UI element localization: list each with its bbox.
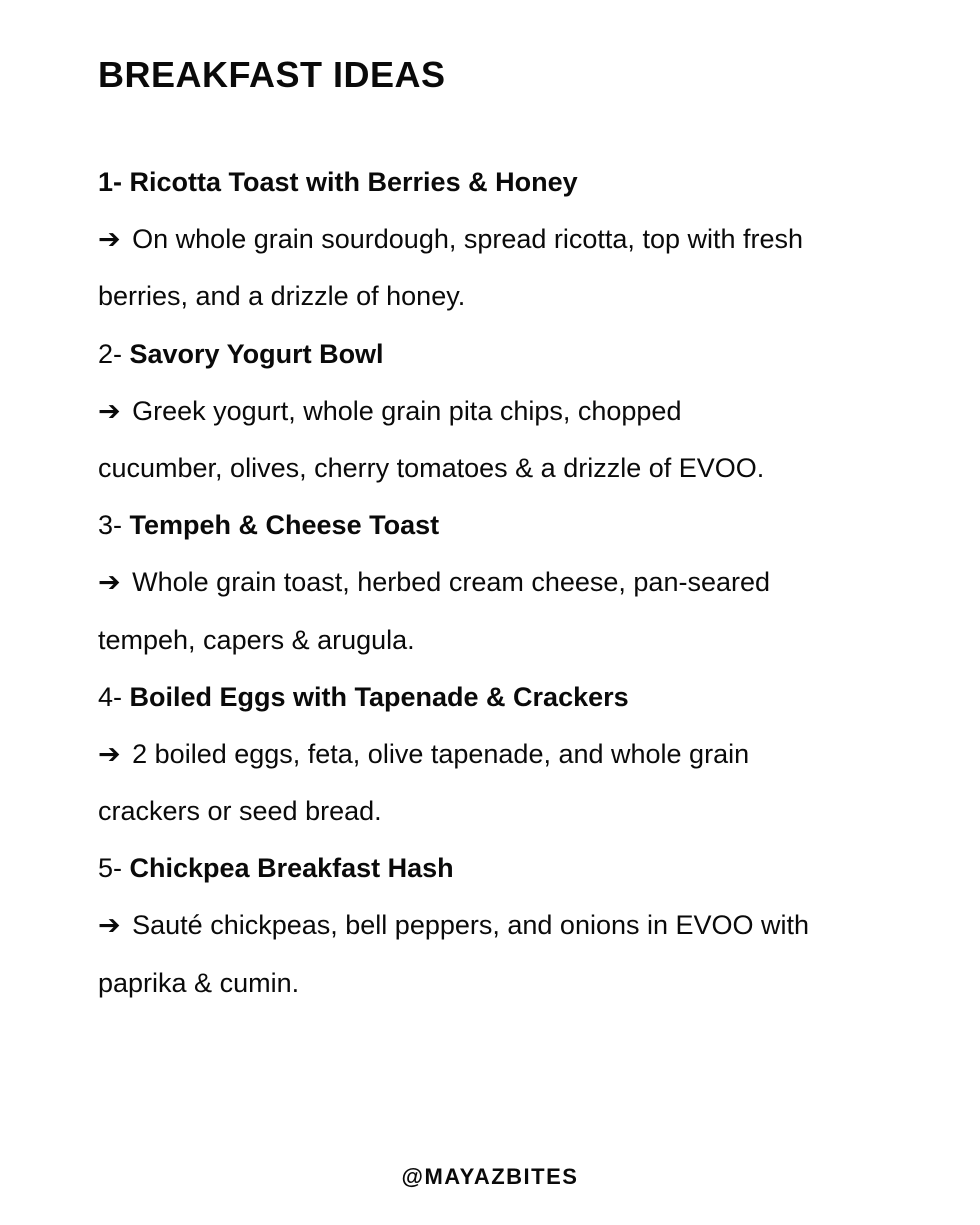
item-heading: [98, 669, 898, 726]
item-desc-line: cucumber, olives, cherry tomatoes & a drizzle of EVOO.: [98, 452, 765, 483]
breakfast-list: [98, 154, 898, 1012]
item-desc-line: [98, 211, 898, 268]
item-heading: [98, 497, 898, 554]
item-desc-text: On whole grain sourdough, spread ricotta, top with fresh: [132, 224, 804, 255]
item-number: 5-: [98, 853, 130, 884]
item-number: 2-: [98, 338, 130, 369]
arrow-icon: ➔: [98, 395, 121, 426]
item-desc-line: crackers or seed bread.: [98, 796, 382, 827]
list-item: [98, 840, 898, 1012]
arrow-icon: ➔: [98, 567, 121, 598]
item-desc-line: [98, 897, 898, 954]
page-title: BREAKFAST IDEAS: [98, 54, 446, 95]
item-desc-text: 2 boiled eggs, feta, olive tapenade, and whole grain: [132, 738, 750, 769]
item-heading: [98, 154, 898, 211]
item-title: Boiled Eggs with Tapenade & Crackers: [129, 681, 629, 712]
item-title: Tempeh & Cheese Toast: [129, 510, 440, 541]
item-number: 3-: [98, 510, 130, 541]
item-desc-text: Greek yogurt, whole grain pita chips, chopped: [132, 395, 682, 426]
arrow-icon: ➔: [98, 910, 121, 941]
arrow-icon: ➔: [98, 738, 121, 769]
item-desc-line: [98, 554, 898, 611]
item-number: 4-: [98, 681, 130, 712]
item-desc-line: [98, 726, 898, 783]
item-desc-line: berries, and a drizzle of honey.: [98, 281, 466, 312]
item-desc-line: tempeh, capers & arugula.: [98, 624, 415, 655]
author-handle: @MAYAZBITES: [401, 1164, 579, 1189]
item-title: Savory Yogurt Bowl: [129, 338, 384, 369]
list-item: [98, 154, 898, 326]
list-item: [98, 497, 898, 669]
item-heading: [98, 840, 898, 897]
list-item: [98, 669, 898, 841]
item-desc-text: Whole grain toast, herbed cream cheese, pan-seared: [132, 567, 771, 598]
item-desc-line: paprika & cumin.: [98, 967, 300, 998]
item-title: Chickpea Breakfast Hash: [129, 853, 454, 884]
list-item: [98, 326, 898, 498]
item-number: 1-: [98, 167, 130, 197]
item-desc-line: [98, 383, 898, 440]
item-desc-text: Sauté chickpeas, bell peppers, and onions in EVOO with: [132, 910, 810, 941]
item-title: Ricotta Toast with Berries & Honey: [129, 167, 578, 197]
item-heading: [98, 326, 898, 383]
arrow-icon: ➔: [98, 224, 121, 255]
